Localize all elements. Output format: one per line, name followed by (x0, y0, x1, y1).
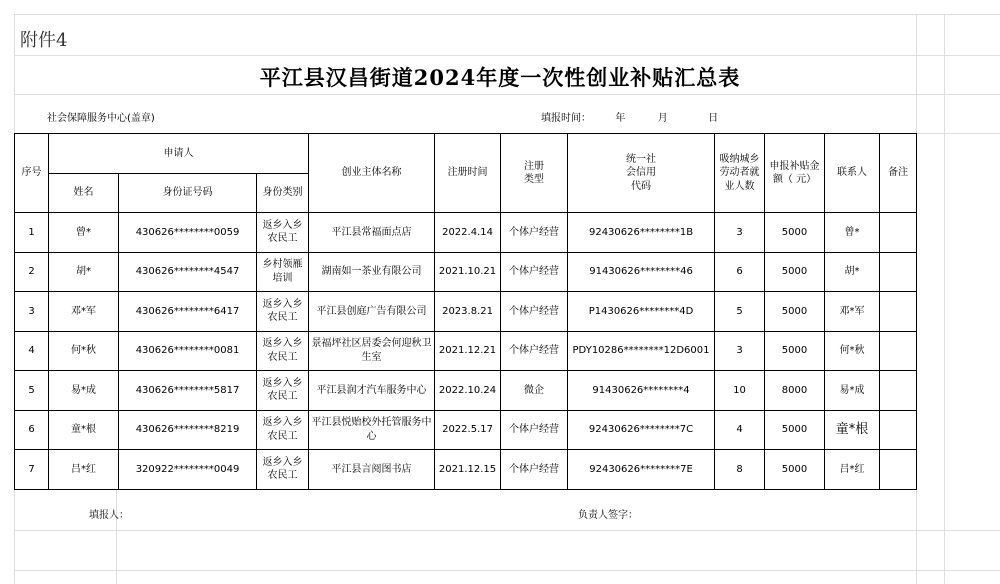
cell-amount: 5000 (765, 450, 825, 490)
cell-absorbed: 6 (715, 252, 765, 292)
header-contact: 联系人 (825, 134, 880, 213)
cell-contact: 易*成 (825, 371, 880, 411)
cell-id-number: 430626********6417 (119, 292, 257, 332)
header-absorbed-workers (715, 134, 765, 213)
cell-absorbed: 3 (715, 213, 765, 253)
cell-name: 邓*军 (49, 292, 119, 332)
subsidy-summary-table (14, 133, 917, 490)
table-row (15, 450, 917, 490)
cell-contact: 胡* (825, 252, 880, 292)
cell-category-line: 返乡入乡 (262, 377, 303, 389)
fill-time-label: 填报时间： (541, 113, 591, 124)
cell-category-line: 农民工 (267, 391, 298, 403)
cell-amount: 5000 (765, 213, 825, 253)
cell-reg-type: 个体户经营 (501, 331, 568, 371)
header-reg-time: 注册时间 (435, 134, 501, 213)
cell-absorbed: 8 (715, 450, 765, 490)
cell-reg-time: 2022.4.14 (435, 213, 501, 253)
cell-reg-type: 微企 (501, 371, 568, 411)
org-label: 社会保障服务中心(盖章) (47, 113, 155, 124)
cell-amount: 5000 (765, 410, 825, 450)
grid-line (14, 570, 1000, 571)
cell-amount: 5000 (765, 331, 825, 371)
cell-seq: 5 (15, 371, 49, 411)
cell-category-line: 农民工 (267, 430, 298, 442)
cell-absorbed: 5 (715, 292, 765, 332)
header-name: 姓名 (49, 174, 119, 213)
header-credit-code-line: 统一社 (626, 153, 657, 165)
header-credit-code (568, 134, 715, 213)
cell-credit-code: P1430626********4D (568, 292, 715, 332)
cell-entity: 平江县常福面点店 (309, 213, 435, 253)
grid-line (14, 94, 1000, 95)
page-title: 平江县汉昌街道2024年度一次性创业补贴汇总表 (259, 65, 741, 90)
cell-category-line: 农民工 (267, 312, 298, 324)
header-absorbed-line: 劳动者就 (719, 167, 760, 179)
cell-remark (880, 292, 917, 332)
cell-name: 易*成 (49, 371, 119, 411)
cell-entity: 平江县创庭广告有限公司 (309, 292, 435, 332)
cell-name: 曾* (49, 213, 119, 253)
cell-id-number: 320922********0049 (119, 450, 257, 490)
filler-label: 填报人： (89, 510, 129, 521)
responsible-signature-label: 负责人签字： (578, 510, 638, 521)
cell-entity: 湖南如一茶业有限公司 (309, 252, 435, 292)
table-row (15, 213, 917, 253)
cell-remark (880, 450, 917, 490)
cell-amount: 5000 (765, 292, 825, 332)
cell-amount: 5000 (765, 252, 825, 292)
table-row (15, 371, 917, 411)
cell-category-line: 返乡入乡 (262, 417, 303, 429)
header-amount-line: 申报补贴金 (769, 160, 820, 172)
cell-reg-time: 2021.12.15 (435, 450, 501, 490)
header-reg-type-line: 类型 (524, 174, 545, 185)
grid-line (14, 530, 1000, 531)
cell-id-category (257, 292, 309, 332)
table-row (15, 410, 917, 450)
grid-line (14, 14, 1000, 15)
header-credit-code-line: 会信用 (626, 167, 657, 179)
cell-name: 吕*红 (49, 450, 119, 490)
grid-line (14, 55, 1000, 56)
header-entity-name: 创业主体名称 (309, 134, 435, 213)
cell-id-category (257, 450, 309, 490)
cell-remark (880, 331, 917, 371)
fill-time (541, 109, 718, 124)
cell-seq: 6 (15, 410, 49, 450)
cell-credit-code: 91430626********46 (568, 252, 715, 292)
cell-id-category (257, 371, 309, 411)
cell-id-number: 430626********4547 (119, 252, 257, 292)
cell-absorbed: 4 (715, 410, 765, 450)
cell-credit-code: 92430626********7C (568, 410, 715, 450)
cell-category-line: 返乡入乡 (262, 298, 303, 310)
cell-id-category (257, 252, 309, 292)
cell-seq: 4 (15, 331, 49, 371)
attachment-label: 附件4 (20, 30, 68, 51)
cell-category-line: 培训 (272, 272, 293, 284)
header-credit-code-line: 代码 (631, 180, 652, 192)
cell-id-number: 430626********8219 (119, 410, 257, 450)
cell-id-number: 430626********5817 (119, 371, 257, 411)
cell-entity: 平江县言阅图书店 (309, 450, 435, 490)
table-row (15, 331, 917, 371)
cell-name: 童*根 (49, 410, 119, 450)
cell-reg-time: 2023.8.21 (435, 292, 501, 332)
cell-credit-code: 91430626********4 (568, 371, 715, 411)
cell-credit-code: PDY10286********12D6001 (568, 331, 715, 371)
cell-contact: 邓*军 (825, 292, 880, 332)
header-reg-type-line: 注册 (524, 160, 545, 172)
cell-category-line: 乡村领雁 (262, 259, 303, 271)
cell-entity: 平江县润才汽车服务中心 (309, 371, 435, 411)
fill-time-year: 年 (615, 113, 626, 124)
cell-reg-time: 2021.12.21 (435, 331, 501, 371)
cell-seq: 1 (15, 213, 49, 253)
cell-category-line: 返乡入乡 (262, 456, 303, 468)
cell-reg-type: 个体户经营 (501, 450, 568, 490)
header-seq: 序号 (15, 134, 49, 213)
cell-reg-time: 2022.5.17 (435, 410, 501, 450)
cell-reg-time: 2022.10.24 (435, 371, 501, 411)
grid-line (944, 14, 945, 584)
header-id-category: 身份类别 (257, 174, 309, 213)
cell-amount: 8000 (765, 371, 825, 411)
header-remark: 备注 (880, 134, 917, 213)
cell-remark (880, 252, 917, 292)
cell-seq: 7 (15, 450, 49, 490)
cell-id-category (257, 331, 309, 371)
header-absorbed-line: 业人数 (724, 180, 755, 192)
cell-category-line: 返乡入乡 (262, 338, 303, 350)
header-subsidy-amount (765, 134, 825, 213)
header-reg-type (501, 134, 568, 213)
cell-reg-type: 个体户经营 (501, 410, 568, 450)
cell-id-category (257, 410, 309, 450)
cell-absorbed: 3 (715, 331, 765, 371)
table-row (15, 292, 917, 332)
cell-entity: 平江县悦贻校外托管服务中心 (309, 410, 435, 450)
cell-credit-code: 92430626********7E (568, 450, 715, 490)
cell-id-number: 430626********0059 (119, 213, 257, 253)
cell-category-line: 返乡入乡 (262, 219, 303, 231)
cell-remark (880, 410, 917, 450)
cell-category-line: 农民工 (267, 233, 298, 245)
cell-id-number: 430626********0081 (119, 331, 257, 371)
cell-absorbed: 10 (715, 371, 765, 411)
cell-seq: 3 (15, 292, 49, 332)
header-applicant: 申请人 (49, 134, 309, 174)
cell-reg-time: 2021.10.21 (435, 252, 501, 292)
cell-category-line: 农民工 (267, 351, 298, 363)
header-absorbed-line: 吸纳城乡 (719, 153, 760, 165)
cell-seq: 2 (15, 252, 49, 292)
cell-reg-type: 个体户经营 (501, 252, 568, 292)
cell-name: 何*秋 (49, 331, 119, 371)
cell-contact: 吕*红 (825, 450, 880, 490)
cell-remark (880, 213, 917, 253)
header-amount-line: 额（ 元） (772, 174, 817, 185)
cell-credit-code: 92430626********1B (568, 213, 715, 253)
cell-category-line: 农民工 (267, 470, 298, 482)
cell-id-category (257, 213, 309, 253)
cell-reg-type: 个体户经营 (501, 292, 568, 332)
cell-entity: 景福坪社区居委会何迎秋卫生室 (309, 331, 435, 371)
cell-contact: 何*秋 (825, 331, 880, 371)
fill-time-month: 月 (657, 113, 668, 124)
cell-contact: 曾* (825, 213, 880, 253)
cell-contact: 童*根 (825, 410, 880, 450)
table-row (15, 252, 917, 292)
cell-name: 胡* (49, 252, 119, 292)
fill-time-day: 日 (708, 113, 719, 124)
cell-reg-type: 个体户经营 (501, 213, 568, 253)
cell-remark (880, 371, 917, 411)
header-id-number: 身份证号码 (119, 174, 257, 213)
